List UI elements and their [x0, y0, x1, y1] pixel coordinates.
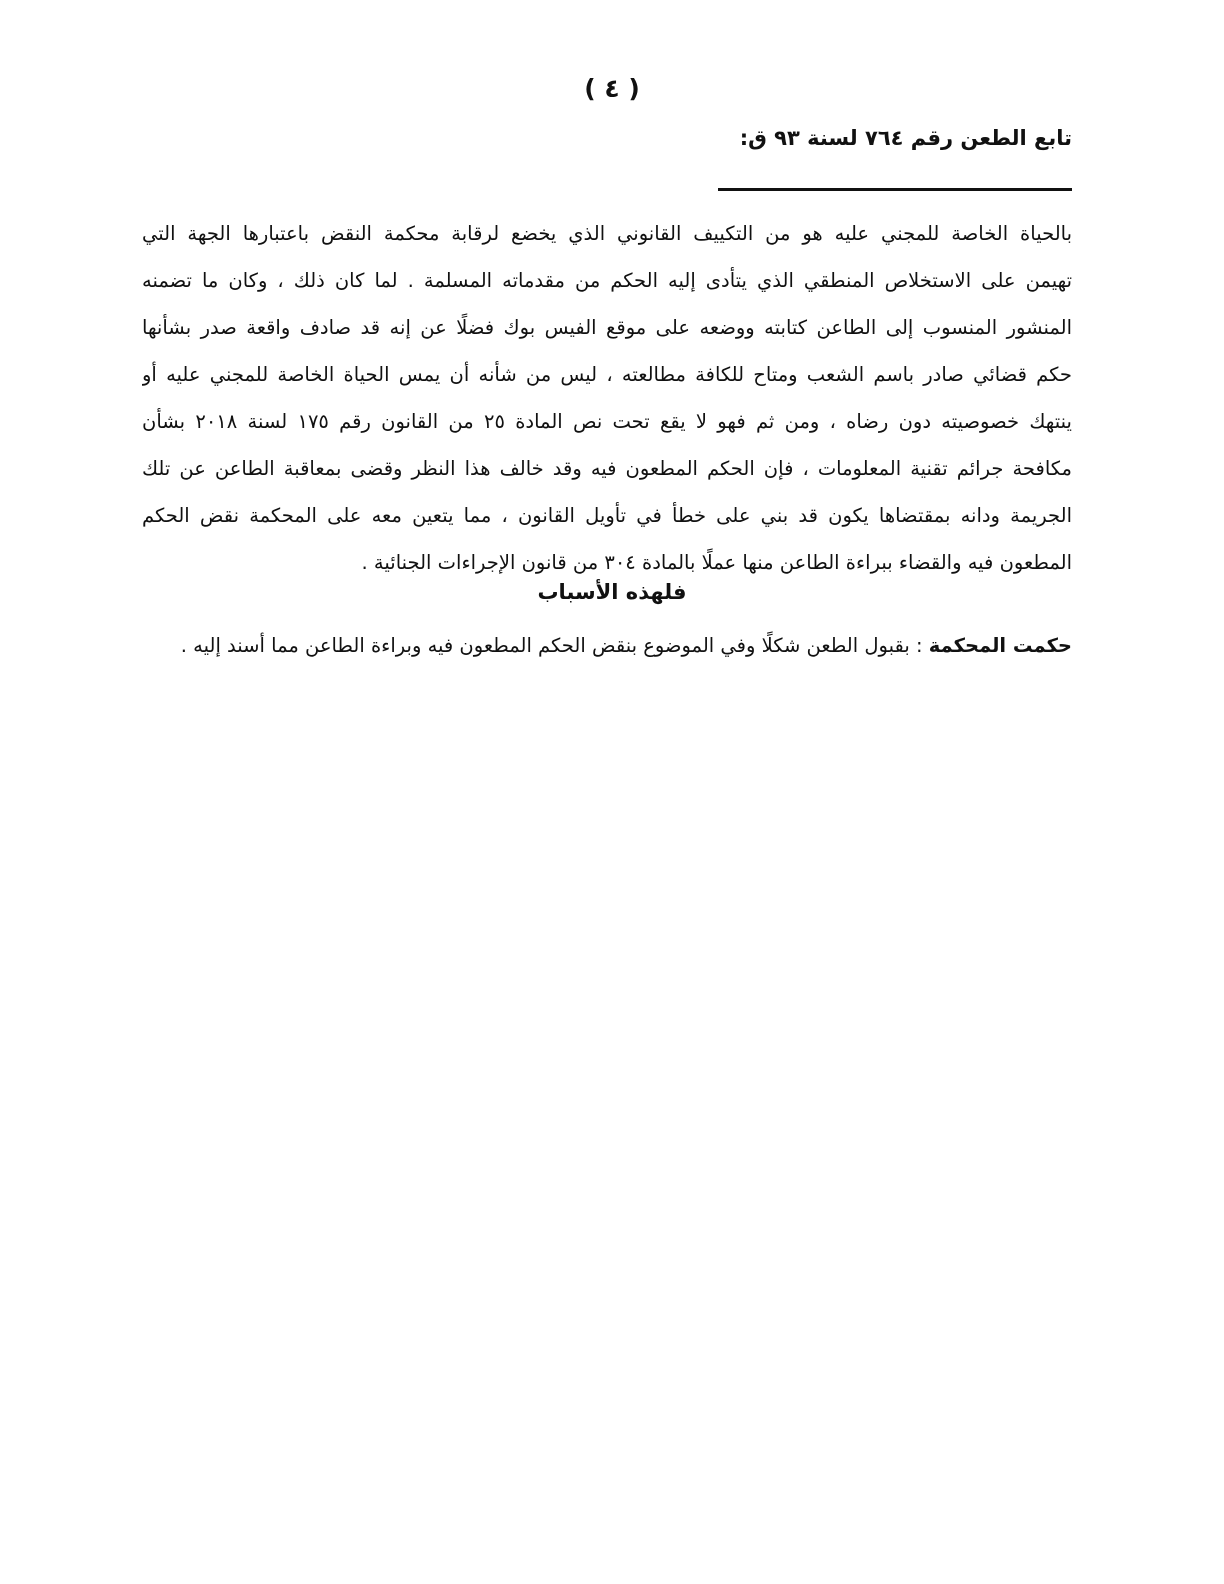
body-line: مكافحة جرائم تقنية المعلومات ، فإن الحكم المطعون فيه وقد خالف هذا النظر وقضى بمعاقبة الطاعن عن تلك: [142, 457, 1072, 480]
verdict: [142, 624, 1072, 668]
reasons-heading: فلهذه الأسباب: [537, 580, 687, 604]
judgment-body: [142, 210, 1072, 586]
verdict-text: : بقبول الطعن شكلًا وفي الموضوع بنقض الحكم المطعون فيه وبراءة الطاعن مما أسند إليه .: [180, 634, 923, 657]
case-heading: تابع الطعن رقم ٧٦٤ لسنة ٩٣ ق:: [739, 126, 1072, 150]
verdict-label: حكمت المحكمة: [928, 634, 1072, 657]
body-line: بالحياة الخاصة للمجني عليه هو من التكييف القانوني الذي يخضع لرقابة محكمة النقض باعتبارها الجهة التي: [142, 222, 1072, 245]
body-line: تهيمن على الاستخلاص المنطقي الذي يتأدى إليه الحكم من مقدماته المسلمة . لما كان ذلك ، وكان ما تضمنه: [142, 269, 1072, 292]
body-line: ينتهك خصوصيته دون رضاه ، ومن ثم فهو لا يقع تحت نص المادة ٢٥ من القانون رقم ١٧٥ لسنة ٢٠١٨ بشأن: [142, 410, 1072, 433]
page-number: ( ٤ ): [584, 74, 640, 103]
body-line: الجريمة ودانه بمقتضاها يكون قد بني على خطأ في تأويل القانون ، مما يتعين معه على المحكمة نقض الحكم: [142, 504, 1072, 527]
body-line: المنشور المنسوب إلى الطاعن كتابته ووضعه على موقع الفيس بوك فضلًا عن إنه قد صادف واقعة صدر بشأنها: [142, 316, 1072, 339]
body-line: المطعون فيه والقضاء ببراءة الطاعن منها عملًا بالمادة ٣٠٤ من قانون الإجراءات الجنائية .: [361, 551, 1072, 574]
heading-underline: [718, 188, 1072, 191]
body-line: حكم قضائي صادر باسم الشعب ومتاح للكافة مطالعته ، ليس من شأنه أن يمس الحياة الخاصة للمجني عليه أو: [142, 363, 1072, 386]
